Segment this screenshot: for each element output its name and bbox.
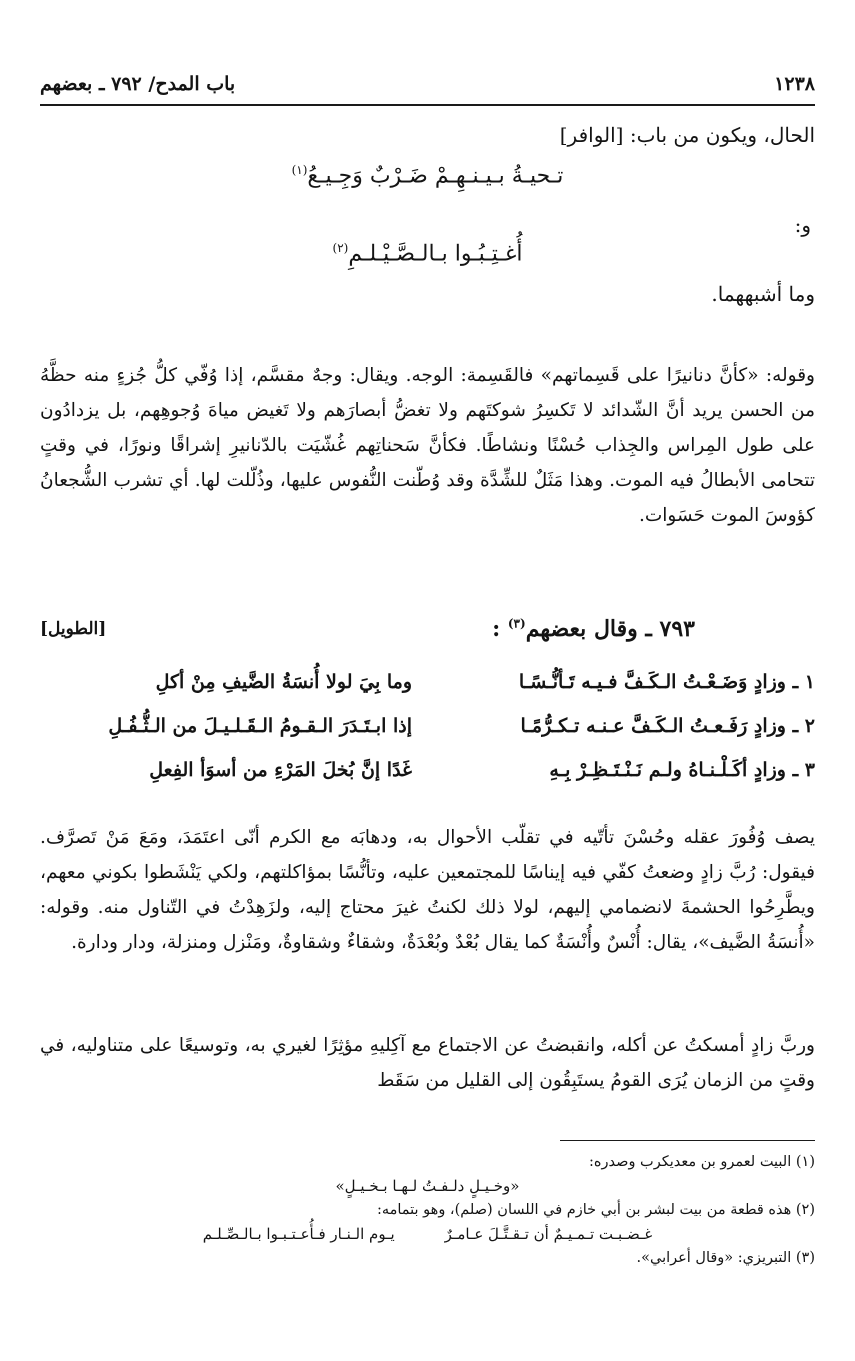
meter-label: [الطويل] [40,619,107,639]
section-title-text: ٧٩٣ ـ وقال بعضهم [525,616,695,642]
intro-verse-1 [40,163,815,188]
intro-verse-1-text: تـحيـةُ بـيـنـهِـمْ ضَـرْبٌ وَجِـيـعُ [307,163,564,189]
poem-line-3-second-hemistich: غَدًا إنَّ بُخلَ المَرْءِ من أسوَأ الفِعلِ [149,759,412,781]
poem-line-1-second-hemistich: وما بِيَ لولا أُنسَةُ الضَّيفِ مِنْ أكلِ [155,671,412,693]
page-number: ١٢٣٨ [774,73,815,95]
footnote-marker-2: (٢) [332,241,349,256]
footnote-marker-1: (١) [291,163,308,177]
intro-verse-2 [40,241,815,266]
intro-verse-2-text: أُغـتِـبُـوا بـالـصَّـيْـلـمِ [348,241,523,267]
section-heading [40,616,815,642]
footnote-marker-3: (٣) [507,616,526,631]
poem-line-1 [40,660,815,704]
paragraph-1: وقوله: «كأنَّ دنانيرًا على قَسِماتهم» فالقَسِمة: الوجه. ويقال: وجهٌ مقسَّم، إذا وُفّي كلُّ جُزءٍ منه حظَّهُ من الحسن يريد أنَّ الشّدائد لا تَكسِرُ شوكتَهم ولا تغضُّ أبصارَهم ولا تَغيض مياهَ وُجوهِهم، بل يزدادُون على طول المِراس والجِذاب حُسْنًا ونشاطًا. فكأنَّ سَحناتِهم غُشّيَت بالدّنانيرِ إشراقًا ونورًا، في وقتٍ تتحامى الأبطالُ فيه الموت. وهذا مَثَلٌ للشِّدَّة وقد وُطّنت النُّفوس عليها، وذُلّلت لها. أي تشرب الشُّجعانُ كؤوسَ الموت حَسَوات. [40,365,815,526]
footnote-1: (١) البيت لعمرو بن معديكرب وصدره: [589,1154,815,1170]
section-colon: : [492,616,501,642]
poem-line-2 [40,704,815,748]
paragraph-3: وربَّ زادٍ أمسكتُ عن أكله، وانقبضتُ عن الاجتماع مع آكِليهِ مؤثِرًا لغيري به، وتوسيعًا على متناوليه، في وقتٍ من الزمان يُرَى القومُ يستَبِقُون إلى القليل من سَقَط [40,1035,815,1091]
section-title [492,616,695,642]
poem-line-2-first-hemistich: ٢ ـ وزادٍ رَفَـعـتُ الـكَـفَّ عـنـه تـكـرُّمًـا [520,715,815,737]
intro-block [40,122,815,308]
footnote-1-verse: «وخـيـلٍ دلـفـتُ لـهـا بـخـيـلٍ» [335,1177,520,1195]
footnote-2: (٢) هذه قطعة من بيت لبشر بن أبي خازم في اللسان (صلم)، وهو بتمامه: [376,1202,815,1218]
paragraph-2: يصف وُفُورَ عقله وحُسْنَ تأتّيه في تقلّب الأحوال به، ودهابَه مع الكرم أنّى اعتَمَدَ، ومَعَ مَنْ تَصرَّف. فيقول: رُبَّ زادٍ وضعتُ كفّي فيه إيناسًا للمجتمعين عليه، وتأنُّسًا بمؤاكلتهم، ولكي يَنْشَطوا بكوني معهم، ويطَّرِحُوا الحشمةَ لانضمامي إليهم، لولا ذلك لكنتُ غيرَ محتاج إليه، ولزَهِدْتُ في التّناول منه. وقوله: «أُنسَةُ الضَّيف»، يقال: أُنْسٌ وأُنْسَةٌ كما يقال بُعْدٌ وبُعْدَةٌ، وشقاءٌ وشقاوةٌ، ومَنْزل ومنزلة، ودار ودارة. [40,827,815,953]
poem-line-1-first-hemistich: ١ ـ وزادٍ وَضَـعْـتُ الـكَـفَّ فـيـه تَـأنُّـسًـا [518,671,815,693]
poem-line-3-first-hemistich: ٣ ـ وزادٍ أكَـلْـنـاهُ ولـم نَـنْـتَـظِـرْ بِـهِ [549,759,815,781]
footnote-2-verse-second: يـوم الـنـار فـأُعـتـبـوا بـالـصِّـلـم [202,1225,395,1243]
poem-line-3 [40,748,815,792]
intro-line-1: الحال، ويكون من باب: [الوافر] [559,123,815,147]
poem [40,660,815,792]
footnote-3: (٣) التبريزي: «وقال أعرابي». [636,1250,815,1266]
page-header [40,64,815,106]
footnote-2-verse-first: غـضـبـت تـمـيـمٌ أن تـقـتَّـلَ عـامـرٌ [444,1225,653,1243]
footnotes [40,1150,815,1270]
footnote-divider [560,1140,815,1141]
footnote-2-verse [40,1222,815,1246]
intro-line-2: و: [794,213,811,238]
poem-line-2-second-hemistich: إذا ابـتَـدَرَ الـقـومُ الـقَـلـيـلَ من الـثُّـفُـلِ [108,715,412,737]
running-title: باب المدح/ ٧٩٢ ـ بعضهم [40,73,236,95]
intro-line-3: وما أشبههما. [711,281,815,306]
